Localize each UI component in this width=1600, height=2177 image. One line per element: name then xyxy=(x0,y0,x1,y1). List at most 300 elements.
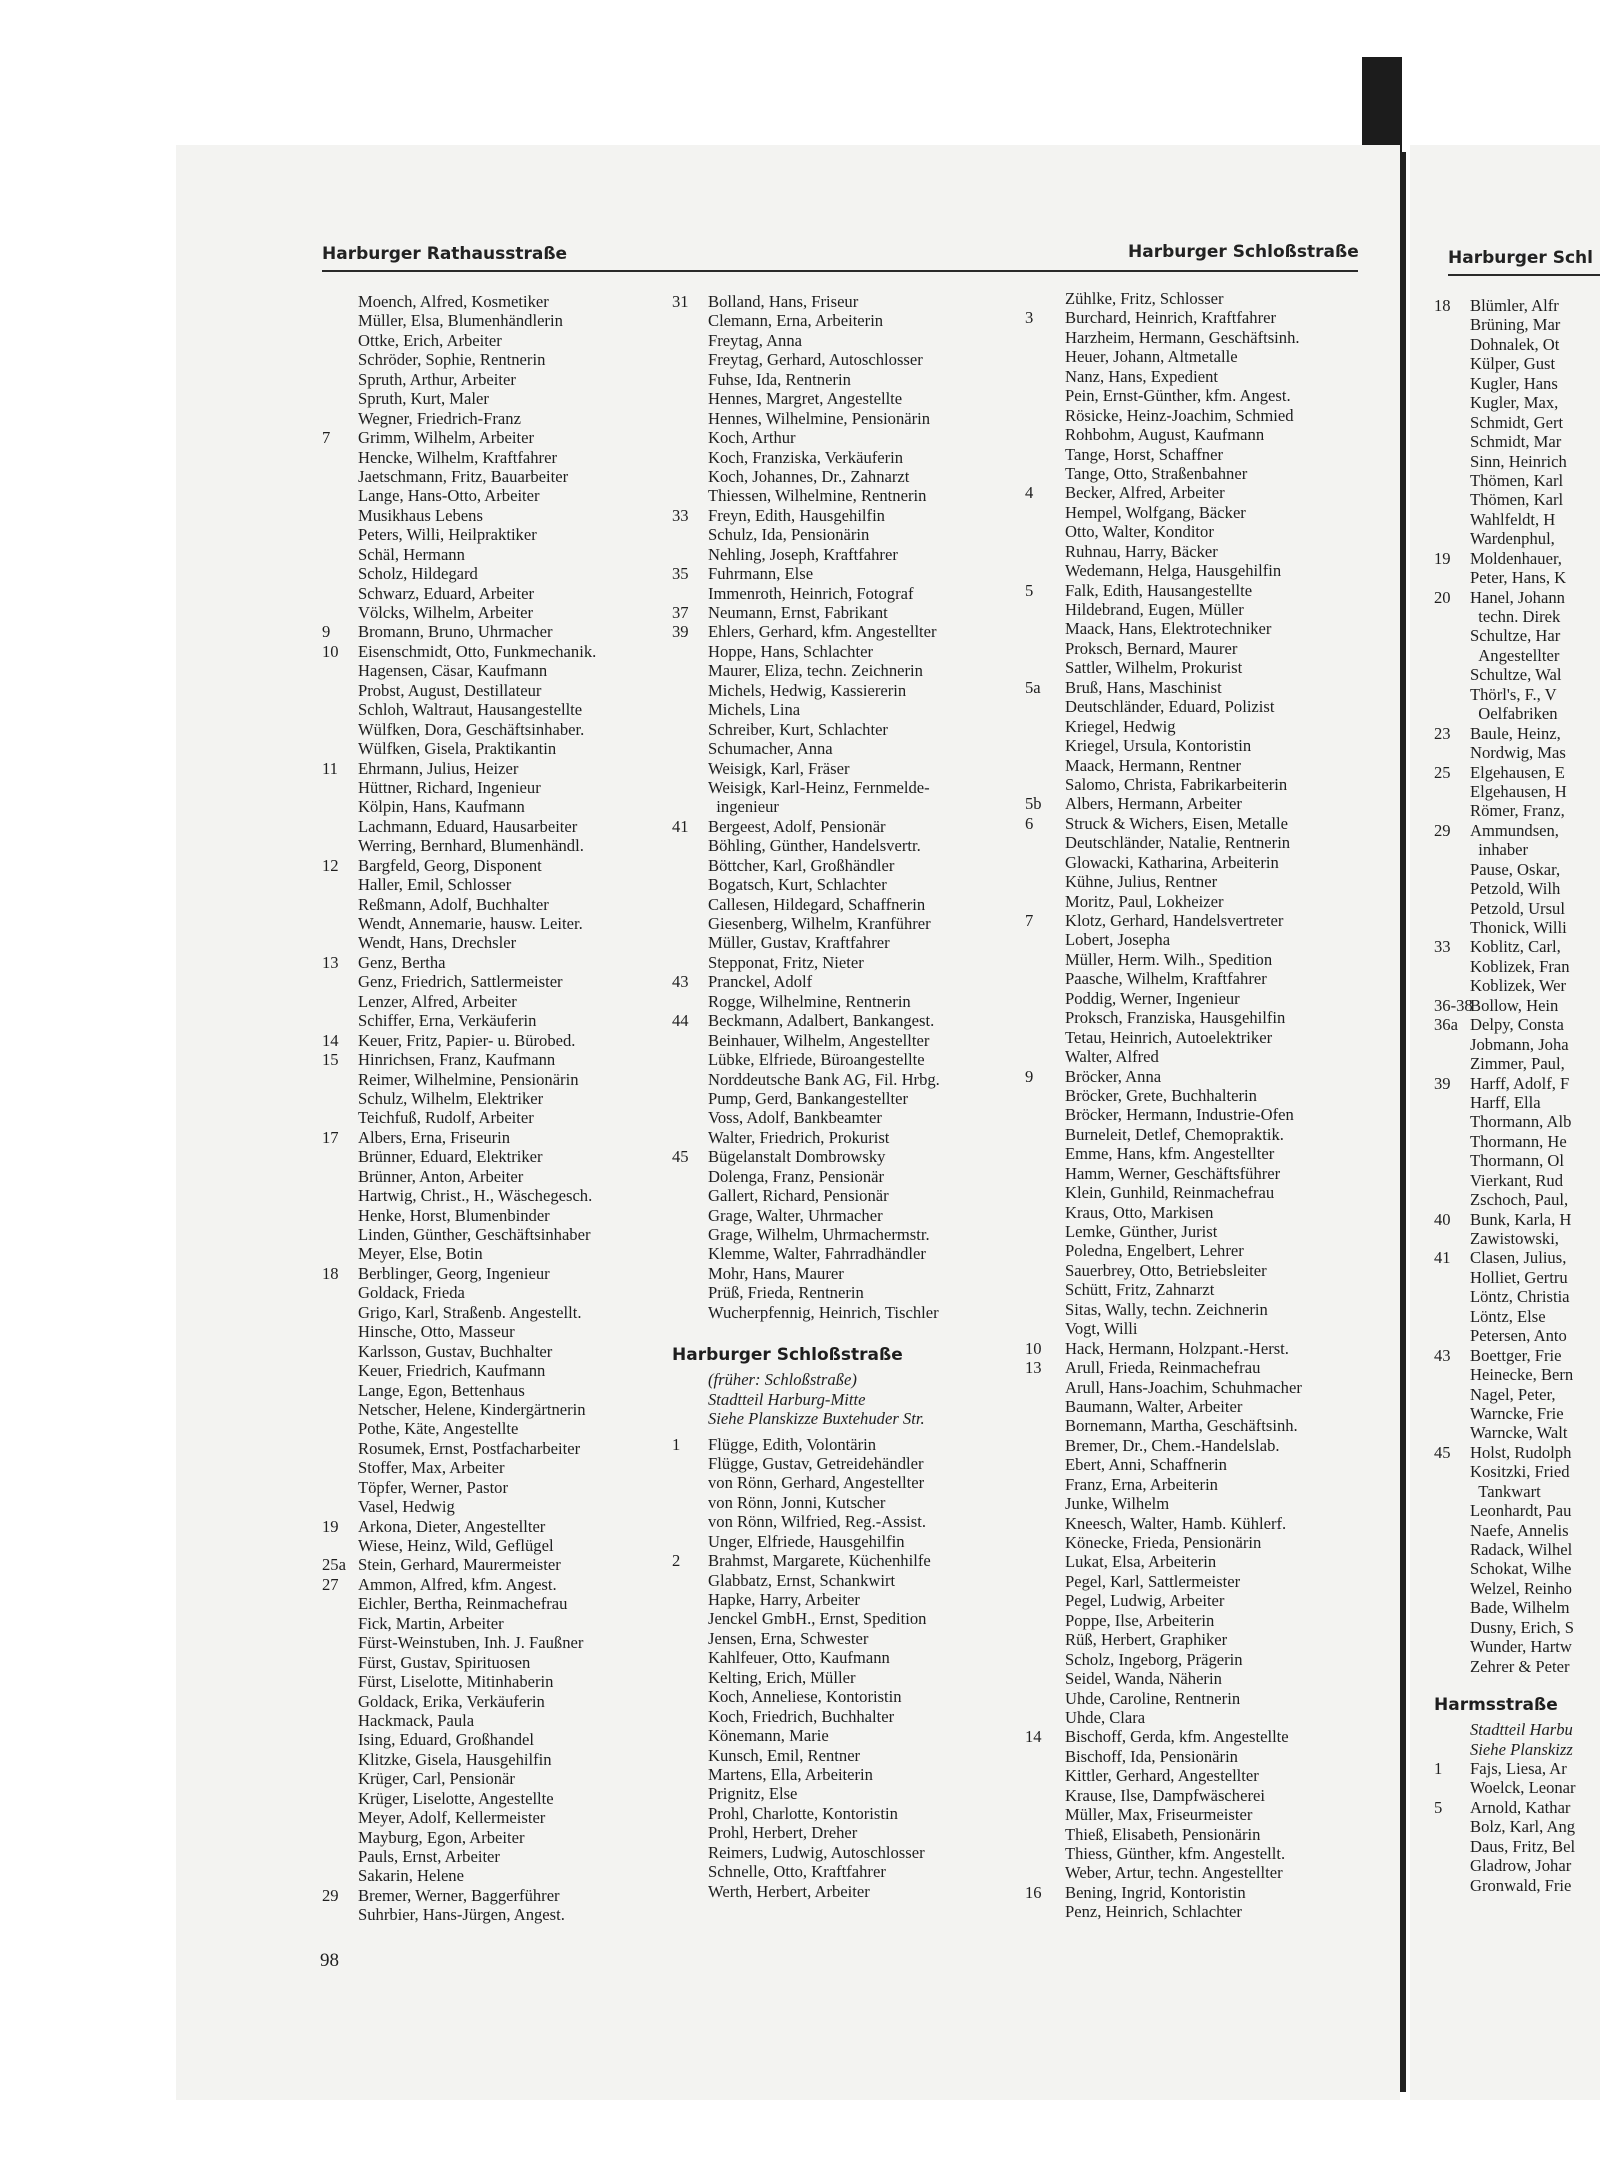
resident-entry: Bremer, Werner, Baggerführer xyxy=(358,1885,560,1905)
listing-entry xyxy=(1434,1423,1600,1442)
listing-entry xyxy=(672,1070,1012,1089)
resident-entry: Schnelle, Otto, Kraftfahrer xyxy=(708,1862,886,1882)
listing-entry xyxy=(1025,1086,1365,1105)
listing-entry xyxy=(672,525,1012,544)
resident-entry: Mayburg, Egon, Arbeiter xyxy=(358,1827,525,1847)
street-note: Siehe Planskizz xyxy=(1470,1739,1573,1759)
listing-entry xyxy=(322,1089,662,1108)
listing-entry xyxy=(672,1726,1012,1745)
resident-entry: Bremer, Dr., Chem.-Handelslab. xyxy=(1065,1435,1280,1455)
house-number: 4 xyxy=(1025,483,1034,503)
listing-entry xyxy=(672,1089,1012,1108)
street-note: Siehe Planskizze Buxtehuder Str. xyxy=(708,1409,925,1429)
listing-entry xyxy=(672,389,1012,408)
listing-entry xyxy=(1025,950,1365,969)
listing-entry xyxy=(672,486,1012,505)
resident-entry: Otto, Walter, Konditor xyxy=(1065,522,1214,542)
resident-entry: Bügelanstalt Dombrowsky xyxy=(708,1147,886,1167)
resident-entry: Stein, Gerhard, Maurermeister xyxy=(358,1555,561,1575)
resident-entry: Sitas, Wally, techn. Zeichnerin xyxy=(1065,1299,1268,1319)
resident-entry: von Rönn, Jonni, Kutscher xyxy=(708,1492,886,1512)
resident-entry: Krause, Ilse, Dampfwäscherei xyxy=(1065,1785,1265,1805)
listing-entry xyxy=(1434,1054,1600,1073)
listing-entry xyxy=(672,1629,1012,1648)
resident-entry: Moldenhauer, xyxy=(1470,548,1562,568)
listing-entry xyxy=(1025,1591,1365,1610)
listing-entry xyxy=(672,350,1012,369)
resident-entry: Ammundsen, xyxy=(1470,820,1559,840)
resident-entry: Eichler, Bertha, Reinmachefrau xyxy=(358,1594,568,1614)
listing-entry xyxy=(322,1594,662,1613)
listing-entry xyxy=(672,1435,1012,1454)
resident-entry: Brünner, Eduard, Elektriker xyxy=(358,1147,543,1167)
listing-entry xyxy=(1434,1598,1600,1617)
resident-entry: Arkona, Dieter, Angestellter xyxy=(358,1516,546,1536)
listing-entry xyxy=(322,1108,662,1127)
listing-entry xyxy=(322,389,662,408)
resident-entry: Koch, Friedrich, Buchhalter xyxy=(708,1706,895,1726)
resident-entry: Arnold, Kathar xyxy=(1470,1797,1571,1817)
listing-entry xyxy=(1025,483,1365,502)
resident-entry: Fick, Martin, Arbeiter xyxy=(358,1613,504,1633)
listing-entry xyxy=(322,1536,662,1555)
listing-entry xyxy=(672,1244,1012,1263)
listing-entry xyxy=(322,1672,662,1691)
resident-entry: Bischoff, Ida, Pensionärin xyxy=(1065,1746,1238,1766)
listing-entry xyxy=(1434,1443,1600,1462)
listing-entry xyxy=(322,1847,662,1866)
resident-entry: Flügge, Edith, Volontärin xyxy=(708,1434,877,1454)
resident-entry: Callesen, Hildegard, Schaffnerin xyxy=(708,894,926,914)
resident-entry: Zschoch, Paul, xyxy=(1470,1190,1569,1210)
house-number: 29 xyxy=(1434,820,1451,840)
house-number: 13 xyxy=(1025,1358,1042,1378)
listing-entry xyxy=(672,1804,1012,1823)
resident-entry: Lenzer, Alfred, Arbeiter xyxy=(358,991,517,1011)
listing-entry xyxy=(672,603,1012,622)
resident-entry: Koch, Arthur xyxy=(708,428,796,448)
listing-entry xyxy=(1025,717,1365,736)
listing-entry xyxy=(1434,1579,1600,1598)
resident-entry: Kraus, Otto, Markisen xyxy=(1065,1202,1214,1222)
listing-entry xyxy=(322,506,662,525)
resident-entry: Böttcher, Karl, Großhändler xyxy=(708,855,895,875)
listing-entry xyxy=(1025,581,1365,600)
listing-entry xyxy=(1025,1280,1365,1299)
resident-entry: Oelfabriken xyxy=(1470,704,1558,724)
listing-entry xyxy=(1025,1669,1365,1688)
house-number: 1 xyxy=(1434,1758,1443,1778)
resident-entry: Blümler, Alfr xyxy=(1470,296,1559,315)
resident-entry: Prohl, Charlotte, Kontoristin xyxy=(708,1803,898,1823)
resident-entry: Penz, Heinrich, Schlachter xyxy=(1065,1902,1242,1922)
listing-entry xyxy=(322,1322,662,1341)
resident-entry: Peter, Hans, K xyxy=(1470,568,1567,588)
resident-entry: Henke, Horst, Blumenbinder xyxy=(358,1205,550,1225)
house-number: 10 xyxy=(322,641,339,661)
listing-entry xyxy=(1434,471,1600,490)
listing-entry xyxy=(672,1765,1012,1784)
header-rule xyxy=(322,270,1358,272)
listing-entry xyxy=(1025,1611,1365,1630)
listing-entry xyxy=(1434,490,1600,509)
listing-entry xyxy=(1025,1261,1365,1280)
listing-entry xyxy=(1025,1300,1365,1319)
resident-entry: Ebert, Anni, Schaffnerin xyxy=(1065,1455,1227,1475)
resident-entry: Bolland, Hans, Friseur xyxy=(708,292,859,311)
listing-entry xyxy=(1434,1876,1600,1895)
listing-entry xyxy=(1025,1416,1365,1435)
listing-entry xyxy=(322,661,662,680)
listing-entry xyxy=(672,292,1012,311)
listing-entry xyxy=(322,1244,662,1263)
resident-entry: Hinsche, Otto, Masseur xyxy=(358,1322,515,1342)
resident-entry: Norddeutsche Bank AG, Fil. Hrbg. xyxy=(708,1069,940,1089)
resident-entry: Hack, Hermann, Holzpant.-Herst. xyxy=(1065,1338,1289,1358)
house-number: 37 xyxy=(672,603,689,622)
resident-entry: Wiese, Heinz, Wild, Geflügel xyxy=(358,1536,554,1555)
listing-entry xyxy=(322,467,662,486)
listing-entry xyxy=(322,1886,662,1905)
resident-entry: Holliet, Gertru xyxy=(1470,1267,1568,1287)
resident-entry: Hoppe, Hans, Schlachter xyxy=(708,641,873,661)
resident-entry: Grage, Wilhelm, Uhrmachermstr. xyxy=(708,1225,930,1244)
resident-entry: Beckmann, Adalbert, Bankangest. xyxy=(708,1011,935,1031)
listing-entry xyxy=(1025,1378,1365,1397)
listing-entry xyxy=(322,350,662,369)
listing-entry xyxy=(1025,1514,1365,1533)
listing-entry xyxy=(1434,1015,1600,1034)
listing-entry xyxy=(1434,1462,1600,1481)
resident-entry: Poppe, Ilse, Arbeiterin xyxy=(1065,1610,1215,1630)
listing-entry xyxy=(672,875,1012,894)
resident-entry: Pegel, Ludwig, Arbeiter xyxy=(1065,1591,1225,1611)
listing-entry xyxy=(322,1789,662,1808)
listing-entry xyxy=(672,1493,1012,1512)
resident-entry: techn. Direk xyxy=(1470,607,1561,626)
resident-entry: Töpfer, Werner, Pastor xyxy=(358,1477,509,1497)
resident-entry: Sattler, Wilhelm, Prokurist xyxy=(1065,658,1243,678)
resident-entry: Pranckel, Adolf xyxy=(708,972,813,992)
resident-entry: Koch, Johannes, Dr., Zahnarzt xyxy=(708,466,910,486)
resident-entry: Dusny, Erich, S xyxy=(1470,1617,1575,1637)
house-number: 9 xyxy=(1025,1066,1034,1086)
resident-entry: Fajs, Liesa, Ar xyxy=(1470,1758,1567,1778)
listing-entry xyxy=(1025,1047,1365,1066)
resident-entry: Uhde, Clara xyxy=(1065,1707,1146,1727)
header-rule-next-page xyxy=(1448,274,1600,276)
listing-entry xyxy=(1434,1521,1600,1540)
resident-entry: Woelck, Leonar xyxy=(1470,1778,1576,1798)
resident-entry: Schmidt, Gert xyxy=(1470,412,1564,432)
listing-entry xyxy=(1025,522,1365,541)
resident-entry: Gronwald, Frie xyxy=(1470,1875,1572,1895)
street-note: Stadtteil Harbu xyxy=(1470,1720,1573,1740)
resident-entry: Jensen, Erna, Schwester xyxy=(708,1628,869,1648)
resident-entry: Brünner, Anton, Arbeiter xyxy=(358,1166,524,1186)
listing-entry xyxy=(672,1206,1012,1225)
listing-entry xyxy=(322,1381,662,1400)
listing-entry xyxy=(1434,937,1600,956)
listing-entry xyxy=(1025,1747,1365,1766)
resident-entry: Jobmann, Joha xyxy=(1470,1034,1569,1054)
column-2 xyxy=(672,292,1012,1901)
listing-entry xyxy=(1434,1035,1600,1054)
resident-entry: Müller, Max, Friseurmeister xyxy=(1065,1805,1253,1825)
listing-entry xyxy=(672,1668,1012,1687)
resident-entry: Salomo, Christa, Fabrikarbeiterin xyxy=(1065,774,1288,794)
listing-entry xyxy=(1434,646,1600,665)
resident-entry: Angestellter xyxy=(1470,645,1560,665)
listing-entry xyxy=(1434,1112,1600,1131)
resident-entry: Bogatsch, Kurt, Schlachter xyxy=(708,875,887,895)
listing-entry xyxy=(322,1070,662,1089)
house-number: 16 xyxy=(1025,1882,1042,1902)
resident-entry: Meyer, Adolf, Kellermeister xyxy=(358,1808,546,1828)
listing-entry xyxy=(672,1707,1012,1726)
resident-entry: Pegel, Karl, Sattlermeister xyxy=(1065,1571,1241,1591)
resident-entry: Schultze, Wal xyxy=(1470,665,1562,685)
house-number: 35 xyxy=(672,564,689,584)
resident-entry: Maack, Hans, Elektrotechniker xyxy=(1065,619,1272,639)
resident-entry: Schumacher, Anna xyxy=(708,739,833,759)
resident-entry: Uhde, Caroline, Rentnerin xyxy=(1065,1688,1241,1708)
resident-entry: Bergeest, Adolf, Pensionär xyxy=(708,816,886,836)
listing-entry xyxy=(1025,678,1365,697)
listing-entry xyxy=(1434,1365,1600,1384)
resident-entry: Rogge, Wilhelmine, Rentnerin xyxy=(708,991,911,1011)
house-number: 40 xyxy=(1434,1209,1451,1229)
resident-entry: Stoffer, Max, Arbeiter xyxy=(358,1458,505,1478)
resident-entry: Werring, Bernhard, Blumenhändl. xyxy=(358,836,584,856)
listing-entry xyxy=(1434,1385,1600,1404)
listing-entry xyxy=(1025,1203,1365,1222)
listing-entry xyxy=(322,700,662,719)
resident-entry: von Rönn, Gerhard, Angestellter xyxy=(708,1473,925,1493)
listing-entry xyxy=(1434,704,1600,723)
listing-entry xyxy=(1434,918,1600,937)
house-number: 25a xyxy=(322,1555,346,1575)
listing-entry xyxy=(1434,568,1600,587)
listing-entry xyxy=(322,642,662,661)
resident-entry: Hildebrand, Eugen, Müller xyxy=(1065,600,1244,619)
resident-entry: Kriegel, Hedwig xyxy=(1065,716,1176,736)
resident-entry: Moench, Alfred, Kosmetiker xyxy=(358,292,549,311)
resident-entry: Petersen, Anto xyxy=(1470,1326,1567,1346)
listing-entry xyxy=(1025,386,1365,405)
house-number: 18 xyxy=(322,1263,339,1283)
resident-entry: Jaetschmann, Fritz, Bauarbeiter xyxy=(358,466,569,486)
resident-entry: Michels, Hedwig, Kassiererin xyxy=(708,680,907,700)
resident-entry: Rosumek, Ernst, Postfacharbeiter xyxy=(358,1438,581,1458)
listing-entry xyxy=(672,1512,1012,1531)
resident-entry: Stepponat, Fritz, Nieter xyxy=(708,952,864,972)
listing-entry xyxy=(1025,969,1365,988)
resident-entry: Keuer, Friedrich, Kaufmann xyxy=(358,1361,546,1381)
listing-entry xyxy=(322,895,662,914)
resident-entry: Daus, Fritz, Bel xyxy=(1470,1836,1576,1856)
resident-entry: Schokat, Wilhe xyxy=(1470,1559,1572,1579)
resident-entry: Reimers, Ludwig, Autoschlosser xyxy=(708,1842,925,1862)
listing-entry xyxy=(672,642,1012,661)
resident-entry: Burchard, Heinrich, Kraftfahrer xyxy=(1065,308,1277,328)
listing-entry xyxy=(322,1653,662,1672)
listing-entry xyxy=(322,603,662,622)
listing-entry xyxy=(1434,335,1600,354)
listing-entry xyxy=(322,1011,662,1030)
listing-entry xyxy=(1434,899,1600,918)
resident-entry: Deutschländer, Eduard, Polizist xyxy=(1065,697,1275,717)
resident-entry: Ruhnau, Harry, Bäcker xyxy=(1065,541,1218,561)
resident-entry: Thormann, He xyxy=(1470,1131,1567,1151)
listing-entry xyxy=(1025,367,1365,386)
listing-entry xyxy=(1025,930,1365,949)
resident-entry: Völcks, Wilhelm, Arbeiter xyxy=(358,603,534,622)
listing-entry xyxy=(322,681,662,700)
listing-entry xyxy=(322,1614,662,1633)
running-header-right: Harburger Schloßstraße xyxy=(1128,242,1359,262)
resident-entry: Kühne, Julius, Rentner xyxy=(1065,872,1218,892)
resident-entry: Bening, Ingrid, Kontoristin xyxy=(1065,1882,1246,1902)
resident-entry: Dolenga, Franz, Pensionär xyxy=(708,1166,885,1186)
resident-entry: Müller, Gustav, Kraftfahrer xyxy=(708,933,890,953)
resident-entry: Baumann, Walter, Arbeiter xyxy=(1065,1396,1243,1416)
listing-entry xyxy=(672,1823,1012,1842)
listing-entry xyxy=(1434,996,1600,1015)
resident-entry: Fürst, Liselotte, Mitinhaberin xyxy=(358,1672,554,1692)
listing-entry xyxy=(322,1439,662,1458)
resident-entry: Schiffer, Erna, Verkäuferin xyxy=(358,1011,537,1031)
listing-entry xyxy=(1434,1618,1600,1637)
listing-entry xyxy=(1434,1287,1600,1306)
resident-entry: Kugler, Max, xyxy=(1470,393,1559,413)
resident-entry: Naefe, Annelis xyxy=(1470,1520,1569,1540)
listing-entry xyxy=(1434,1404,1600,1423)
resident-entry: Werth, Herbert, Arbeiter xyxy=(708,1881,870,1901)
listing-entry xyxy=(1434,510,1600,529)
resident-entry: Lemke, Günther, Jurist xyxy=(1065,1222,1218,1241)
listing-entry xyxy=(1434,393,1600,412)
resident-entry: Kahlfeuer, Otto, Kaufmann xyxy=(708,1648,890,1668)
house-number: 41 xyxy=(1434,1248,1451,1268)
resident-entry: Ottke, Erich, Arbeiter xyxy=(358,330,502,350)
listing-entry xyxy=(1025,1883,1365,1902)
listing-entry xyxy=(1434,374,1600,393)
resident-entry: Wegner, Friedrich-Franz xyxy=(358,408,521,428)
resident-entry: Schröder, Sophie, Rentnerin xyxy=(358,350,546,370)
resident-entry: Prohl, Herbert, Dreher xyxy=(708,1823,858,1843)
resident-entry: Zühlke, Fritz, Schlosser xyxy=(1065,289,1224,308)
listing-entry xyxy=(322,1264,662,1283)
listing-entry xyxy=(672,972,1012,991)
listing-entry xyxy=(1025,308,1365,327)
listing-entry xyxy=(322,1828,662,1847)
listing-entry xyxy=(322,1186,662,1205)
resident-entry: Flügge, Gustav, Getreidehändler xyxy=(708,1453,924,1473)
resident-entry: Schäl, Hermann xyxy=(358,544,465,564)
listing-entry xyxy=(322,1711,662,1730)
resident-entry: Tetau, Heinrich, Autoelektriker xyxy=(1065,1027,1273,1047)
listing-entry xyxy=(322,1128,662,1147)
resident-entry: Goldack, Erika, Verkäuferin xyxy=(358,1691,545,1711)
listing-entry xyxy=(1025,347,1365,366)
listing-entry xyxy=(1434,452,1600,471)
listing-entry xyxy=(322,759,662,778)
resident-entry: Koch, Franziska, Verkäuferin xyxy=(708,447,904,467)
listing-entry xyxy=(322,331,662,350)
resident-entry: Fürst, Gustav, Spirituosen xyxy=(358,1652,531,1672)
resident-entry: Kölpin, Hans, Kaufmann xyxy=(358,797,525,817)
resident-entry: Michels, Lina xyxy=(708,700,801,720)
listing-entry xyxy=(672,817,1012,836)
listing-entry xyxy=(1025,503,1365,522)
book-gutter-shadow xyxy=(1362,57,1402,152)
resident-entry: von Rönn, Wilfried, Reg.-Assist. xyxy=(708,1512,926,1532)
listing-entry xyxy=(672,1108,1012,1127)
resident-entry: Eisenschmidt, Otto, Funkmechanik. xyxy=(358,641,597,661)
listing-entry xyxy=(1434,1346,1600,1365)
house-number: 39 xyxy=(1434,1073,1451,1093)
resident-entry: Lübke, Elfriede, Büroangestellte xyxy=(708,1050,925,1070)
resident-entry: Elgehausen, E xyxy=(1470,762,1565,782)
resident-entry: Wendt, Hans, Drechsler xyxy=(358,933,517,953)
resident-entry: Beinhauer, Wilhelm, Angestellter xyxy=(708,1030,930,1050)
listing-entry xyxy=(1434,1759,1600,1778)
resident-entry: Kelting, Erich, Müller xyxy=(708,1667,856,1687)
listing-entry xyxy=(672,409,1012,428)
listing-entry xyxy=(322,409,662,428)
resident-entry: Poledna, Engelbert, Lehrer xyxy=(1065,1241,1244,1261)
house-number: 5 xyxy=(1434,1797,1443,1817)
resident-entry: Hinrichsen, Franz, Kaufmann xyxy=(358,1050,556,1070)
listing-entry xyxy=(1025,1008,1365,1027)
resident-entry: Teichfuß, Rudolf, Arbeiter xyxy=(358,1108,534,1128)
listing-entry xyxy=(672,1687,1012,1706)
resident-entry: Dohnalek, Ot xyxy=(1470,334,1560,354)
listing-entry xyxy=(672,739,1012,758)
resident-entry: Lukat, Elsa, Arbeiterin xyxy=(1065,1552,1217,1572)
resident-entry: Kositzki, Fried xyxy=(1470,1462,1570,1482)
resident-entry: Linden, Günther, Geschäftsinhaber xyxy=(358,1225,591,1244)
resident-entry: Lachmann, Eduard, Hausarbeiter xyxy=(358,816,578,836)
resident-entry: Wardenphul, xyxy=(1470,529,1555,549)
listing-entry xyxy=(672,1648,1012,1667)
listing-entry xyxy=(322,1633,662,1652)
resident-entry: Keuer, Fritz, Papier- u. Bürobed. xyxy=(358,1030,576,1050)
resident-entry: Schultze, Har xyxy=(1470,626,1561,646)
house-number: 19 xyxy=(322,1516,339,1536)
resident-entry: Struck & Wichers, Eisen, Metalle xyxy=(1065,813,1288,833)
listing-entry xyxy=(672,584,1012,603)
resident-entry: Baule, Heinz, xyxy=(1470,723,1561,743)
listing-entry xyxy=(322,1769,662,1788)
resident-entry: Nehling, Joseph, Kraftfahrer xyxy=(708,544,898,564)
resident-entry: Hartwig, Christ., H., Wäschegesch. xyxy=(358,1186,593,1206)
listing-entry xyxy=(672,1784,1012,1803)
listing-entry xyxy=(672,856,1012,875)
listing-entry xyxy=(672,1050,1012,1069)
listing-entry xyxy=(672,370,1012,389)
resident-entry: Harzheim, Hermann, Geschäftsinh. xyxy=(1065,327,1300,347)
listing-entry xyxy=(322,622,662,641)
resident-entry: Netscher, Helene, Kindergärtnerin xyxy=(358,1399,586,1419)
listing-entry xyxy=(1025,658,1365,677)
listing-entry xyxy=(1434,879,1600,898)
resident-entry: Spruth, Kurt, Maler xyxy=(358,389,489,409)
listing-entry xyxy=(1025,1455,1365,1474)
listing-entry xyxy=(1025,1067,1365,1086)
listing-entry xyxy=(1434,957,1600,976)
